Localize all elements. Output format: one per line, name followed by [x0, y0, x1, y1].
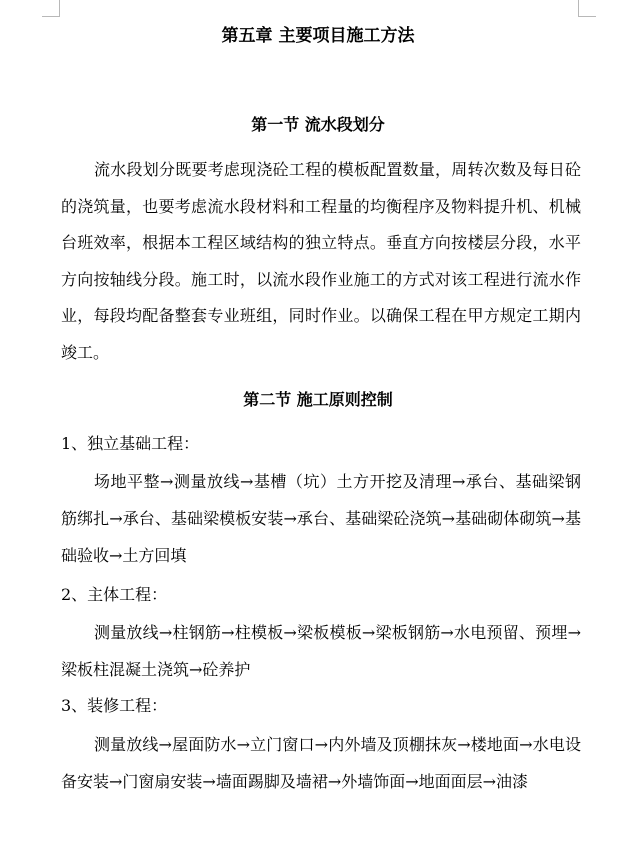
- item-heading-foundation: 1、独立基础工程：: [61, 434, 200, 453]
- item-flow-main-structure: 测量放线→柱钢筋→柱模板→梁板模板→梁板钢筋→水电预留、预埋→梁板柱混凝土浇筑→砼养护: [61, 623, 581, 679]
- chapter-title: 第五章 主要项目施工方法: [221, 26, 415, 46]
- item-heading-decoration: 3、装修工程：: [61, 696, 168, 715]
- item-flow-foundation: 场地平整→测量放线→基槽（坑）土方开挖及清理→承台、基础梁钢筋绑扎→承台、基础梁模板安装→承台、基础梁砼浇筑→基础砌体砌筑→基础验收→土方回填: [61, 472, 581, 565]
- crop-mark-top-right-horizontal: [578, 16, 596, 17]
- section-1-paragraph: 流水段划分既要考虑现浇砼工程的模板配置数量，周转次数及每日砼的浇筑量，也要考虑流水段材料和工程量的均衡程序及物料提升机、机械台班效率，根据本工程区域结构的独立特点。垂直方向按楼层分段，水平方向按轴线分段。施工时，以流水段作业施工的方式对该工程进行流水作业，每段均配备整套专业班组，同时作业。以确保工程在甲方规定工期内竣工。: [61, 160, 581, 362]
- crop-mark-top-left-horizontal: [42, 16, 60, 17]
- section-title-1: 第一节 流水段划分: [251, 115, 385, 134]
- item-flow-decoration: 测量放线→屋面防水→立门窗口→内外墙及顶棚抹灰→楼地面→水电设备安装→门窗扇安装→墙面踢脚及墙裙→外墙饰面→地面面层→油漆: [61, 735, 581, 791]
- crop-mark-top-right-vertical: [578, 0, 579, 17]
- item-heading-main-structure: 2、主体工程：: [61, 585, 168, 604]
- crop-mark-top-left-vertical: [59, 0, 60, 17]
- section-title-2: 第二节 施工原则控制: [243, 390, 393, 409]
